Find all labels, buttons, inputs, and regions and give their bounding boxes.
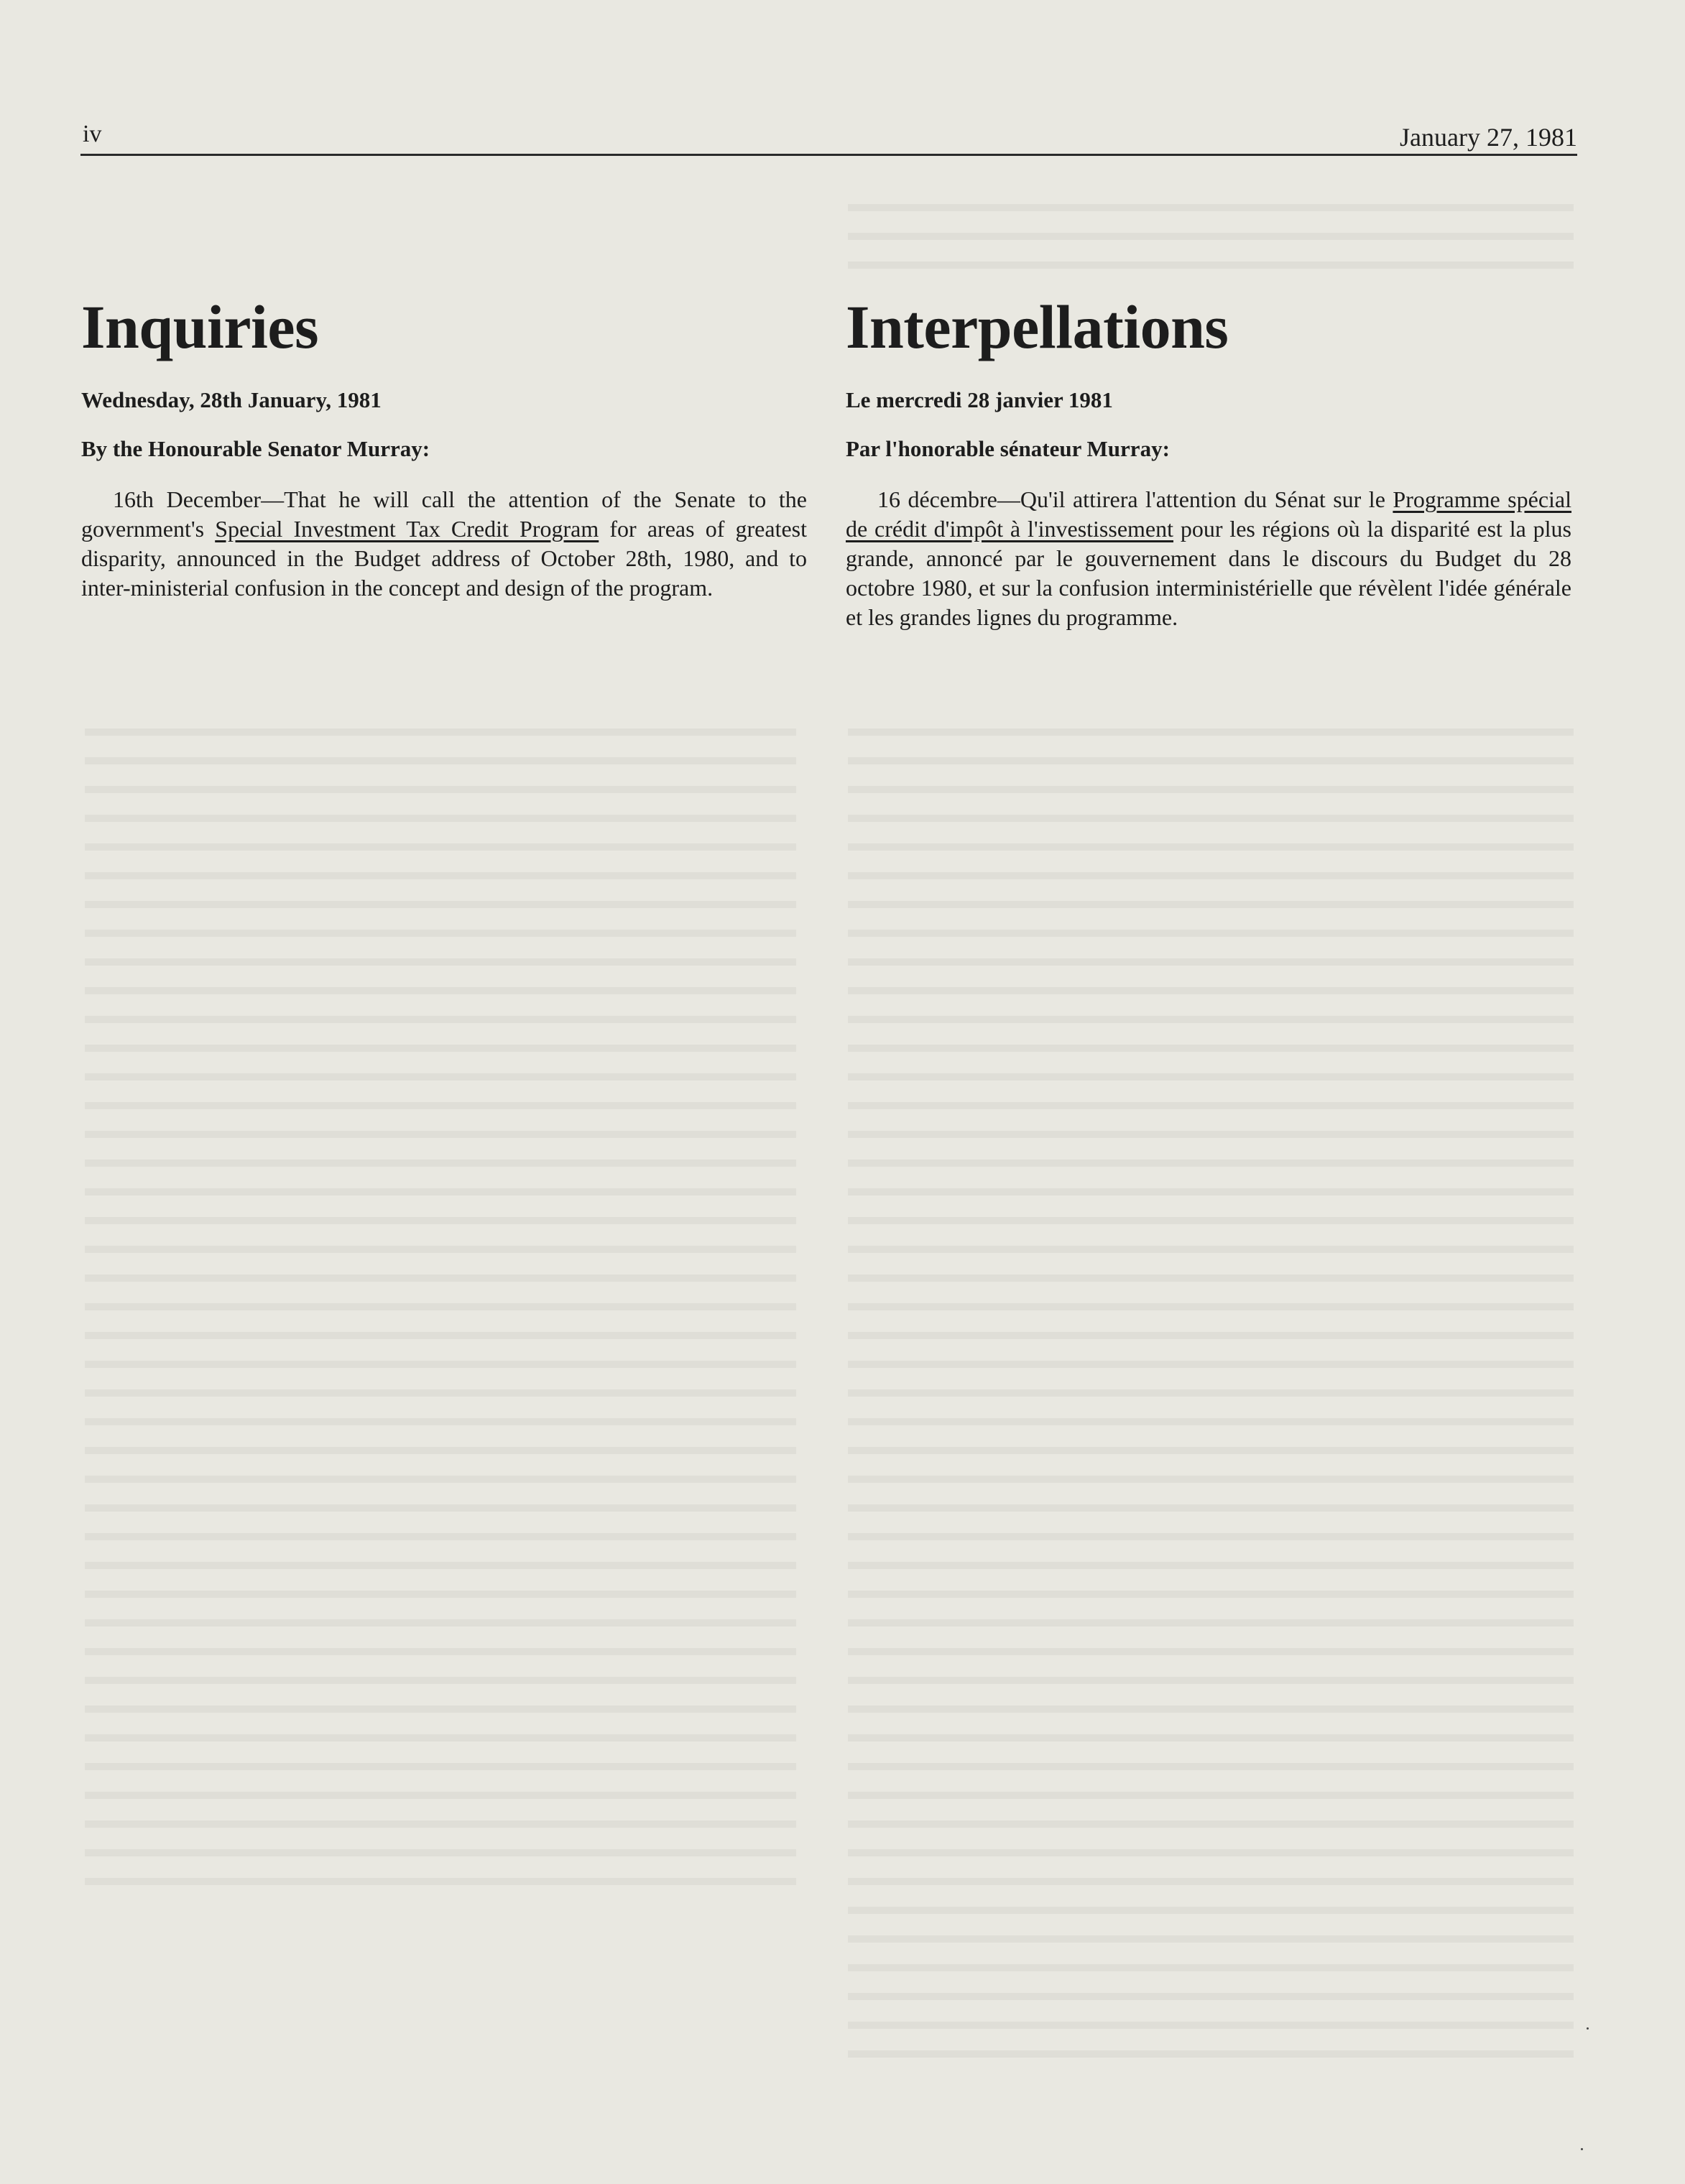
header-rule <box>80 154 1577 156</box>
french-author-line: Par l'honorable sénateur Murray: <box>846 436 1170 461</box>
french-date-line: Le mercredi 28 janvier 1981 <box>846 387 1113 412</box>
english-text-after: for areas of greatest disparity, announced in the Budget address of October 28th, 1980, and to inter-ministerial confusion in the concept and design of the program. <box>81 516 808 601</box>
english-title: Inquiries <box>81 292 319 361</box>
show-through-top <box>848 194 1574 280</box>
page-date: January 27, 1981 <box>1400 123 1577 152</box>
scan-speck <box>1587 2027 1589 2030</box>
french-text-after: pour les régions où la disparité est la plus grande, annoncé par le gouvernement dans le discours du Budget du 28 octobre 1980, et sur la confusion interministérielle que révèlent l'idée générale et les grandes lignes du programme. <box>846 516 1571 630</box>
english-text-before: 16th December—That he will call the attention of the Senate to the government's <box>81 486 807 542</box>
show-through-left <box>85 718 796 1904</box>
page-number: iv <box>83 121 102 147</box>
french-column <box>846 291 1571 632</box>
french-title: Interpellations <box>846 292 1229 361</box>
show-through-right <box>848 718 1574 2069</box>
english-inquiry-text <box>81 485 807 603</box>
english-date-line: Wednesday, 28th January, 1981 <box>81 387 382 412</box>
french-text-before: 16 décembre—Qu'il attirera l'attention du Sénat sur le <box>877 486 1393 512</box>
english-column <box>81 291 807 603</box>
english-author-line: By the Honourable Senator Murray: <box>81 436 430 461</box>
french-inquiry-text <box>846 485 1571 632</box>
french-program-name: Programme spécial de crédit d'impôt à l'investissement <box>846 486 1572 542</box>
scan-speck <box>1581 2148 1583 2150</box>
english-program-name: Special Investment Tax Credit Program <box>215 516 599 542</box>
